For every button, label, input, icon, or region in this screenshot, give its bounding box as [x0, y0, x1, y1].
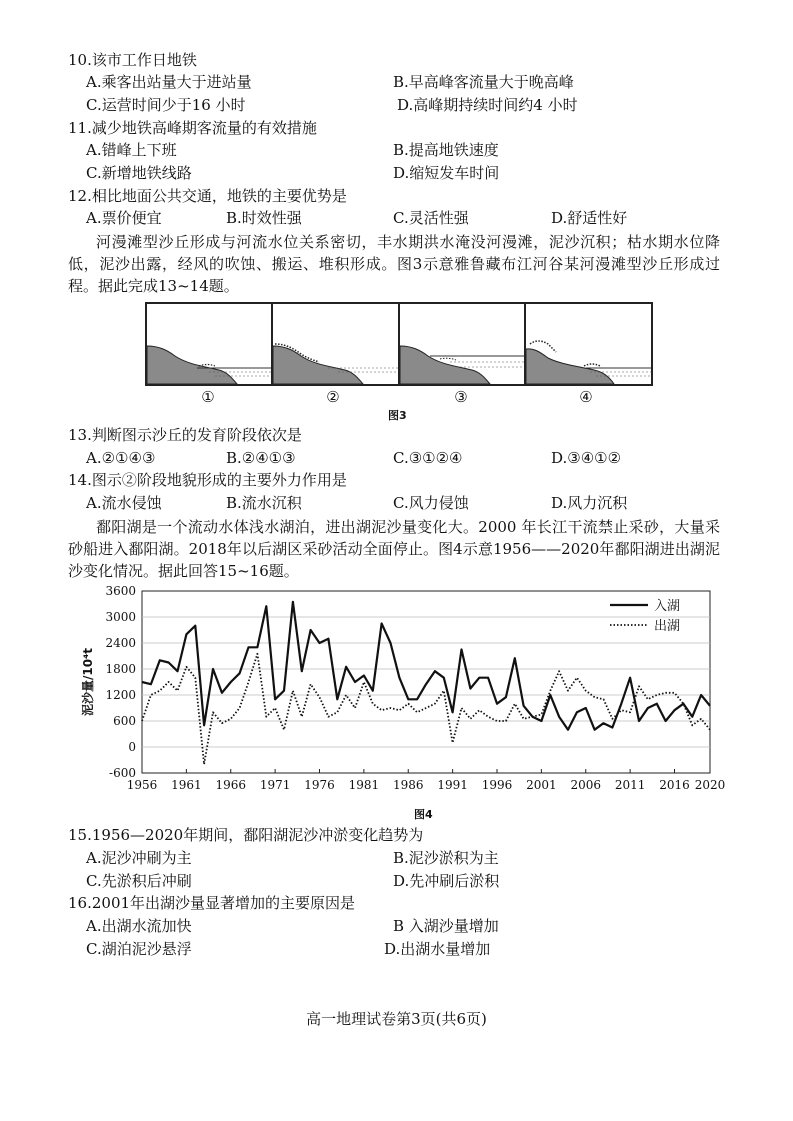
passage-poyang: 鄱阳湖是一个流动水体浅水湖泊，进出湖泥沙量变化大。2000 年长江干流禁止采砂，大量采砂船进入鄱阳湖。2018年以后湖区采砂活动全面停止。图4示意1956——2020年鄱阳湖进出湖泥沙变化情况。据此回答15~16题。	[68, 518, 720, 580]
x-tick-label: 2020	[694, 778, 726, 792]
y-tick-label: 3600	[105, 584, 136, 598]
x-tick-label: 1976	[304, 778, 335, 792]
q12-option-b[interactable]: B.时效性强	[226, 209, 302, 227]
q16-option-a[interactable]: A.出湖水流加快	[86, 917, 192, 935]
x-tick-label: 1961	[171, 778, 202, 792]
y-tick-label: 2400	[105, 636, 136, 650]
q15-option-c[interactable]: C.先淤积后冲刷	[86, 872, 192, 890]
fig3-label-3: ③	[454, 388, 468, 406]
y-tick-label: 3000	[105, 610, 136, 624]
fig3-panel-3	[398, 302, 527, 386]
y-tick-label: 600	[113, 714, 136, 728]
q15-stem: 15.1956—2020年期间，鄱阳湖泥沙冲淤变化趋势为	[68, 826, 424, 844]
y-tick-label: -600	[109, 766, 136, 780]
fig3-label-4: ④	[579, 388, 593, 406]
x-tick-label: 2016	[659, 778, 690, 792]
x-tick-label: 1966	[215, 778, 247, 792]
y-axis-label: 泥沙量/10⁴t	[81, 647, 95, 717]
q13-option-d[interactable]: D.③④①②	[551, 449, 622, 467]
x-tick-label: 1981	[348, 778, 380, 792]
q15-option-b[interactable]: B.泥沙淤积为主	[393, 849, 499, 867]
q11-option-c[interactable]: C.新增地铁线路	[86, 164, 192, 182]
x-tick-label: 1971	[259, 778, 291, 792]
q14-option-b[interactable]: B.流水沉积	[226, 494, 302, 512]
fig4-line-chart	[78, 584, 726, 805]
legend-label: 出湖	[654, 619, 681, 634]
fig3-panel-4	[524, 302, 653, 386]
fig3-panel-2	[271, 302, 400, 386]
fig3-panel-1	[145, 302, 274, 386]
q13-option-c[interactable]: C.③①②④	[393, 449, 463, 467]
series-line-inflow	[142, 602, 710, 730]
q16-option-b[interactable]: B 入湖沙量增加	[393, 917, 499, 935]
passage-dune: 河漫滩型沙丘形成与河流水位关系密切，丰水期洪水淹没河漫滩，泥沙沉积；枯水期水位降低，泥沙出露，经风的吹蚀、搬运、堆积形成。图3示意雅鲁藏布江河谷某河漫滩型沙丘形成过程。据此完成13~14题。	[68, 233, 720, 295]
q10-option-d[interactable]: D.高峰期持续时间约4 小时	[397, 96, 578, 114]
q15-option-d[interactable]: D.先冲刷后淤积	[393, 872, 500, 890]
fig3-label-2: ②	[326, 388, 340, 406]
x-tick-label: 2006	[570, 778, 602, 792]
q11-stem: 11.减少地铁高峰期客流量的有效措施	[68, 119, 317, 137]
series-line-outflow	[142, 654, 710, 765]
fig3-caption: 图3	[388, 409, 407, 422]
legend-label: 入湖	[654, 599, 681, 614]
q14-option-a[interactable]: A.流水侵蚀	[86, 494, 162, 512]
q14-option-c[interactable]: C.风力侵蚀	[393, 494, 469, 512]
x-tick-label: 1956	[126, 778, 158, 792]
x-tick-label: 1996	[481, 778, 513, 792]
q11-option-b[interactable]: B.提高地铁速度	[393, 141, 499, 159]
q10-option-b[interactable]: B.早高峰客流量大于晚高峰	[393, 73, 574, 91]
q10-stem: 10.该市工作日地铁	[68, 51, 197, 69]
x-tick-label: 2001	[526, 778, 557, 792]
q13-option-a[interactable]: A.②①④③	[86, 449, 156, 467]
q13-option-b[interactable]: B.②④①③	[226, 449, 296, 467]
fig3-label-1: ①	[201, 388, 215, 406]
q10-option-a[interactable]: A.乘客出站量大于进站量	[86, 73, 252, 91]
q14-stem: 14.图示②阶段地貌形成的主要外力作用是	[68, 471, 347, 489]
fig4-caption: 图4	[414, 808, 433, 821]
q13-stem: 13.判断图示沙丘的发育阶段依次是	[68, 426, 302, 444]
q15-option-a[interactable]: A.泥沙冲刷为主	[86, 849, 192, 867]
page-footer: 高一地理试卷第3页(共6页)	[306, 1010, 487, 1028]
q16-stem: 16.2001年出湖沙量显著增加的主要原因是	[68, 894, 356, 912]
y-tick-label: 1800	[105, 662, 136, 676]
q12-option-d[interactable]: D.舒适性好	[551, 209, 628, 227]
q12-option-a[interactable]: A.票价便宜	[86, 209, 162, 227]
x-tick-label: 1991	[437, 778, 468, 792]
q12-option-c[interactable]: C.灵活性强	[393, 209, 469, 227]
q11-option-a[interactable]: A.错峰上下班	[86, 141, 177, 159]
q10-option-c[interactable]: C.运营时间少于16 小时	[86, 96, 246, 114]
q16-option-d[interactable]: D.出湖水量增加	[384, 940, 491, 958]
y-tick-label: 1200	[105, 688, 136, 702]
q11-option-d[interactable]: D.缩短发车时间	[393, 164, 500, 182]
x-tick-label: 1986	[392, 778, 424, 792]
q12-stem: 12.相比地面公共交通，地铁的主要优势是	[68, 187, 347, 205]
q16-option-c[interactable]: C.湖泊泥沙悬浮	[86, 940, 192, 958]
x-tick-label: 2011	[614, 778, 646, 792]
y-tick-label: 0	[128, 740, 136, 754]
q14-option-d[interactable]: D.风力沉积	[551, 494, 628, 512]
plot-frame	[142, 591, 710, 773]
